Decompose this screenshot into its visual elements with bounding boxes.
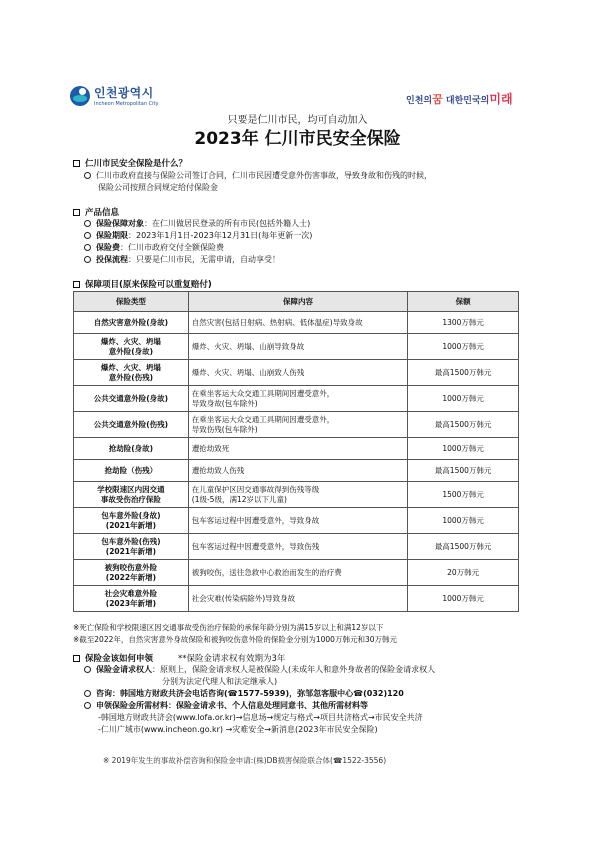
coverage-amount-cell: 1300万韩元 bbox=[408, 312, 519, 334]
table-row bbox=[74, 560, 519, 586]
page-subtitle: 只要是仁川市民，均可自动加入 bbox=[227, 115, 368, 126]
circle-bullet-icon bbox=[84, 244, 91, 251]
coverage-amount-cell: 1000万韩元 bbox=[408, 438, 519, 460]
circle-bullet-icon bbox=[84, 666, 91, 673]
list-item bbox=[84, 218, 312, 230]
item-text: ：仁川市政府交付全额保险费 bbox=[120, 243, 224, 252]
circle-bullet-icon bbox=[84, 232, 91, 239]
list-item bbox=[84, 230, 312, 242]
coverage-amount-cell: 最高1500万韩元 bbox=[408, 360, 519, 386]
logo-korean-text: 인천광역시 bbox=[94, 86, 154, 100]
circle-bullet-icon bbox=[84, 172, 91, 179]
coverage-type-cell: 抢劫险(身故) bbox=[74, 438, 189, 460]
section-coverage-heading bbox=[73, 278, 212, 290]
checkbox-square-icon bbox=[73, 655, 80, 662]
body-line: 仁川市政府直接与保险公司签订合同，仁川市民因遭受意外伤害事故，导致身故和伤残的时候， bbox=[96, 171, 432, 180]
coverage-type-cell: 公共交通意外险(身故) bbox=[74, 386, 189, 412]
coverage-content-cell: 包车客运过程中因遭受意外，导致身故 bbox=[188, 508, 407, 534]
logo-english-text: Incheon Metropolitan City bbox=[94, 101, 159, 107]
coverage-type-cell: 公共交通意外险(伤残) bbox=[74, 412, 189, 438]
item-label: 保险期限 bbox=[96, 231, 128, 240]
item-text: ：原则上，保险金请求权人是被保险人(未成年人和意外身故者的保险金请求权人 bbox=[152, 665, 436, 674]
coverage-amount-cell: 1000万韩元 bbox=[408, 508, 519, 534]
slogan-part-b: 꿈 bbox=[432, 93, 443, 106]
list-item bbox=[84, 700, 435, 712]
slogan-part-d: 미래 bbox=[489, 92, 513, 106]
claim-info-list bbox=[84, 664, 435, 736]
coverage-amount-cell: 1500万韩元 bbox=[408, 482, 519, 508]
coverage-table bbox=[73, 291, 519, 612]
table-header-row bbox=[74, 292, 519, 312]
product-info-list bbox=[84, 218, 312, 266]
table-row bbox=[74, 360, 519, 386]
coverage-content-cell: 被狗咬伤，送往急救中心救治而发生的治疗费 bbox=[188, 560, 407, 586]
footnote-amounts: ※截至2022年，自然灾害意外身故保险和被狗咬伤意外险的保险金分别为1000万韩元和30万韩元 bbox=[73, 635, 397, 644]
slogan-logo bbox=[406, 90, 513, 107]
item-text: ：在仁川做居民登录的所有市民(包括外籍人士) bbox=[144, 219, 311, 228]
column-header: 保险类型 bbox=[74, 292, 189, 312]
coverage-type-cell: 社会灾难意外险 (2023年新增) bbox=[74, 586, 189, 612]
coverage-amount-cell: 最高1500万韩元 bbox=[408, 412, 519, 438]
item-text: ：保险金请求书、个人信息处理同意书、其他所需材料等 bbox=[168, 701, 368, 710]
contact-text: 咨询：韩国地方财政共济会电话咨询(☎1577-5939)，弥邹忽客服中心☎(032)120 bbox=[96, 689, 404, 698]
table-row bbox=[74, 334, 519, 360]
section-product-heading bbox=[73, 206, 119, 218]
circle-bullet-icon bbox=[84, 256, 91, 263]
checkbox-square-icon bbox=[73, 281, 80, 288]
table-row bbox=[74, 386, 519, 412]
list-item bbox=[84, 664, 435, 676]
table-row bbox=[74, 438, 519, 460]
list-item bbox=[84, 254, 312, 266]
item-label: 申领保险金所需材料 bbox=[96, 701, 168, 710]
coverage-content-cell: 在乘坐客运大众交通工具期间因遭受意外， 导致身故(包车除外) bbox=[188, 386, 407, 412]
coverage-type-cell: 爆炸、火灾、坍塌 意外险(身故) bbox=[74, 334, 189, 360]
coverage-amount-cell: 1000万韩元 bbox=[408, 586, 519, 612]
coverage-amount-cell: 1000万韩元 bbox=[408, 386, 519, 412]
incheon-city-logo bbox=[70, 84, 158, 107]
coverage-type-cell: 自然灾害意外险(身故) bbox=[74, 312, 189, 334]
section-heading-text: 保险金该如何申领 bbox=[85, 654, 154, 664]
coverage-content-cell: 在乘坐客运大众交通工具期间因遭受意外， 导致伤残(包车除外) bbox=[188, 412, 407, 438]
item-text: ：2023年1月1日-2023年12月31日(每年更新一次) bbox=[128, 231, 313, 240]
docs-path-line: -韩国地方财政共济会(www.lofa.or.kr)→信息场→规定与格式→项目共济格式→市民安全共济 bbox=[98, 713, 423, 722]
coverage-amount-cell: 20万韩元 bbox=[408, 560, 519, 586]
final-note: ※ 2019年发生的事故补偿咨询和保险金申请:(株)DB损害保险联合体(☎1522-3556) bbox=[103, 756, 387, 765]
coverage-content-cell: 包车客运过程中因遭受意外，导致伤残 bbox=[188, 534, 407, 560]
item-label: 保险金请求权人 bbox=[96, 665, 152, 674]
coverage-content-cell: 社会灾难(传染病除外)导致身故 bbox=[188, 586, 407, 612]
coverage-content-cell: 爆炸、火灾、坍塌、山崩致人伤残 bbox=[188, 360, 407, 386]
table-row bbox=[74, 534, 519, 560]
section-claim-heading bbox=[73, 652, 285, 664]
coverage-amount-cell: 最高1500万韩元 bbox=[408, 460, 519, 482]
item-label: 保险费 bbox=[96, 243, 120, 252]
circle-bullet-icon bbox=[84, 702, 91, 709]
item-label: 保险保障对象 bbox=[96, 219, 144, 228]
list-item bbox=[84, 688, 435, 700]
circle-bullet-icon bbox=[84, 220, 91, 227]
column-header: 保障内容 bbox=[188, 292, 407, 312]
body-line: 保险公司按照合同规定给付保险金 bbox=[98, 183, 218, 192]
column-header: 保额 bbox=[408, 292, 519, 312]
slogan-part-a: 인천의 bbox=[406, 96, 433, 106]
coverage-content-cell: 在儿童保护区因交通事故得到伤残等级 (1级-5级，满12岁以下儿童) bbox=[188, 482, 407, 508]
table-row bbox=[74, 460, 519, 482]
coverage-type-cell: 被狗咬伤意外险 (2022年新增) bbox=[74, 560, 189, 586]
coverage-type-cell: 包车意外险(身故) (2021年新增) bbox=[74, 508, 189, 534]
slogan-part-c: 대한민국의 bbox=[445, 96, 490, 106]
coverage-amount-cell: 1000万韩元 bbox=[408, 334, 519, 360]
footnote-age: ※死亡保险和学校限速区因交通事故受伤治疗保险的承保年龄分别为满15岁以上和满12岁以下 bbox=[73, 623, 384, 632]
section-heading-text: 保障项目(原来保险可以重复赔付) bbox=[85, 280, 212, 290]
table-row bbox=[74, 586, 519, 612]
section-what-is-heading bbox=[73, 157, 187, 169]
claim-validity-note: **保险金请求权有效期为3年 bbox=[178, 654, 286, 664]
table-row bbox=[74, 312, 519, 334]
coverage-content-cell: 遭抢劫致人伤残 bbox=[188, 460, 407, 482]
coverage-content-cell: 自然灾害(包括日射病、热射病、低体温症)导致身故 bbox=[188, 312, 407, 334]
section-what-is-body bbox=[84, 170, 432, 194]
coverage-type-cell: 包车意外险(伤残) (2021年新增) bbox=[74, 534, 189, 560]
coverage-type-cell: 抢劫险（伤残） bbox=[74, 460, 189, 482]
list-item-continuation: 分别为法定代理人和法定继承人) bbox=[162, 677, 278, 686]
coverage-content-cell: 遭抢劫致死 bbox=[188, 438, 407, 460]
table-row bbox=[74, 482, 519, 508]
coverage-type-cell: 学校限速区内因交通 事故受伤治疗保险 bbox=[74, 482, 189, 508]
list-item bbox=[84, 242, 312, 254]
table-row bbox=[74, 412, 519, 438]
circle-bullet-icon bbox=[84, 690, 91, 697]
checkbox-square-icon bbox=[73, 160, 80, 167]
item-label: 投保流程 bbox=[96, 255, 128, 264]
incheon-emblem-icon bbox=[70, 86, 90, 106]
section-heading-text: 仁川市民安全保险是什么？ bbox=[85, 159, 188, 169]
section-heading-text: 产品信息 bbox=[85, 208, 120, 218]
coverage-amount-cell: 最高1500万韩元 bbox=[408, 534, 519, 560]
item-text: ：只要是仁川市民，无需申请，自动享受！ bbox=[128, 255, 280, 264]
table-row bbox=[74, 508, 519, 534]
coverage-type-cell: 爆炸、火灾、坍塌 意外险(伤残) bbox=[74, 360, 189, 386]
coverage-content-cell: 爆炸、火灾、坍塌、山崩导致身故 bbox=[188, 334, 407, 360]
page-title: 2023年 仁川市民安全保险 bbox=[194, 129, 401, 149]
docs-path-line: -仁川广域市(www.incheon.go.kr) →灾难安全→新消息(2023年市民安全保险) bbox=[98, 725, 378, 734]
checkbox-square-icon bbox=[73, 209, 80, 216]
